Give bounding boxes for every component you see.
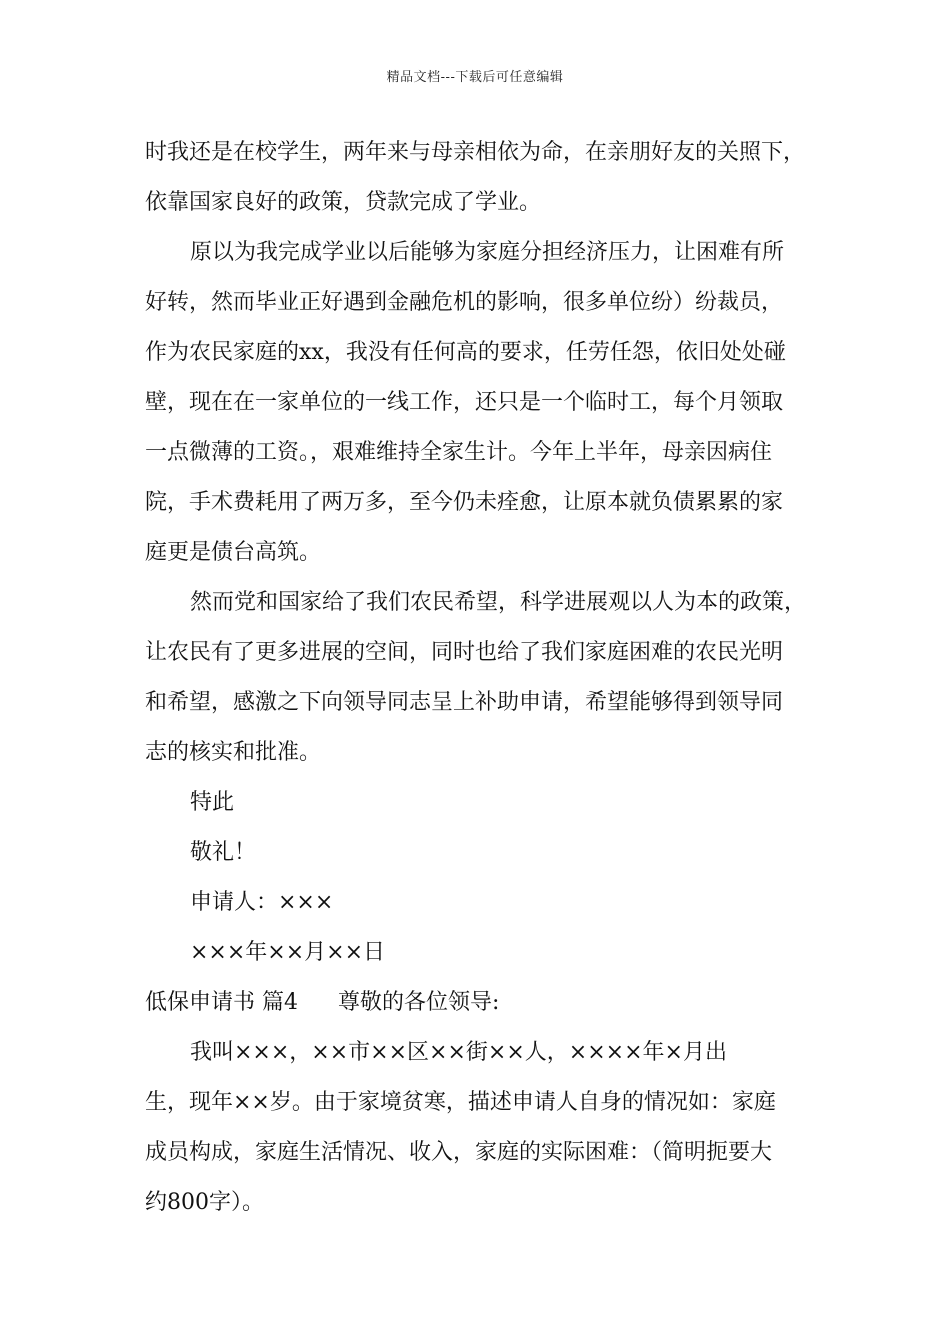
text-line: 时我还是在校学生，两年来与母亲相依为命，在亲朋好友的关照下， — [145, 140, 806, 165]
text-line: 和希望，感激之下向领导同志呈上补助申请，希望能够得到领导同 — [145, 690, 784, 715]
letter-body — [145, 128, 815, 978]
text-line: 成员构成，家庭生活情况、收入，家庭的实际困难：（简明扼要大 — [145, 1140, 773, 1165]
section-title: 低保申请书 篇4 — [145, 990, 298, 1015]
document-body — [145, 128, 815, 1228]
text-line: 志的核实和批准。 — [145, 740, 322, 765]
text-line: 生，现年××岁。由于家境贫寒，描述申请人自身的情况如：家庭 — [145, 1090, 776, 1115]
text-line: 约800字）。 — [145, 1190, 264, 1215]
text-line: 原以为我完成学业以后能够为家庭分担经济压力，让困难有所 — [190, 240, 785, 265]
text-line: 好转，然而毕业正好遇到金融危机的影响，很多单位纷）纷裁员， — [145, 290, 784, 315]
text-line: 一点微薄的工资。，艰难维持全家生计。今年上半年，母亲因病住 — [145, 440, 773, 465]
text-line: 依靠国家良好的政策，贷款完成了学业。 — [145, 190, 542, 215]
text-line: 作为农民家庭的xx，我没有任何高的要求，任劳任怨，依旧处处碰 — [145, 340, 786, 365]
text-line: 我叫×××，××市××区××街××人，××××年×月出 — [190, 1040, 727, 1065]
text-line: 让农民有了更多进展的空间，同时也给了我们家庭困难的农民光明 — [145, 640, 784, 665]
text-line: 申请人：××× — [190, 890, 334, 915]
text-line: ×××年××月××日 — [190, 940, 386, 965]
second-letter-body — [145, 1028, 815, 1228]
text-line: 特此 — [190, 790, 235, 815]
text-line: 庭更是债台高筑。 — [145, 540, 322, 565]
section-heading — [145, 978, 815, 1028]
section-salutation: 尊敬的各位领导: — [338, 990, 500, 1015]
text-line: 然而党和国家给了我们农民希望，科学进展观以人为本的政策， — [190, 590, 807, 615]
page-header: 精品文档---下载后可任意编辑 — [386, 70, 564, 85]
text-line: 院，手术费耗用了两万多，至今仍未痊愈，让原本就负债累累的家 — [145, 490, 784, 515]
text-line: 敬礼！ — [190, 840, 257, 865]
text-line: 壁，现在在一家单位的一线工作，还只是一个临时工，每个月领取 — [145, 390, 784, 415]
